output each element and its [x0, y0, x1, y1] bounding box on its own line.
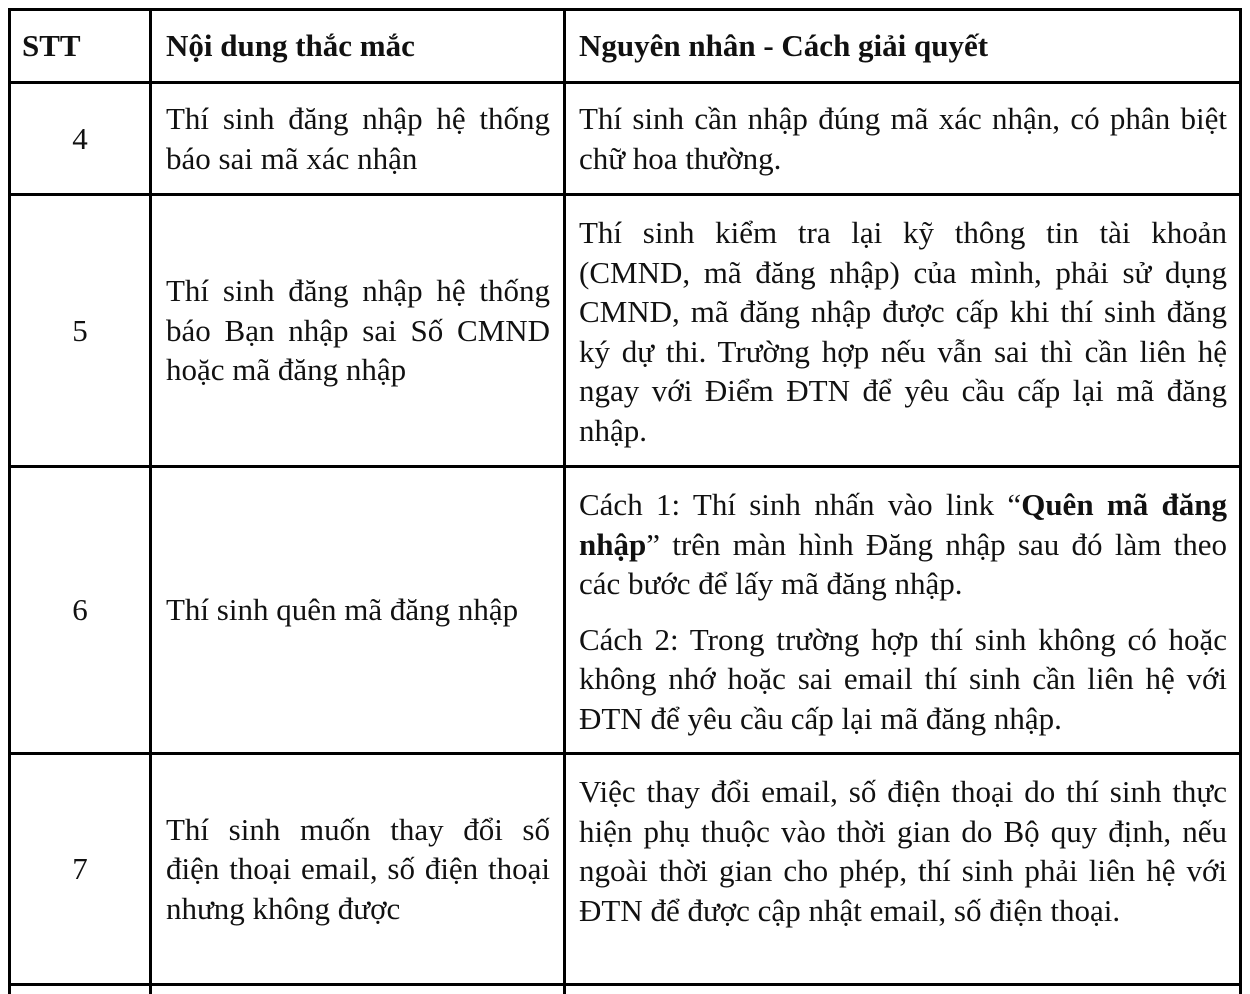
table-row-4-answer	[579, 99, 1227, 178]
question-text: Thí sinh đăng nhập hệ thống báo Bạn nhập sai Số CMND hoặc mã đăng nhập	[166, 273, 550, 388]
table-row-4-question	[166, 99, 550, 178]
table-row-6-stt	[11, 468, 149, 752]
row-divider-7	[8, 983, 1242, 986]
table-row-6-answer	[579, 485, 1227, 738]
table-row-5-answer	[579, 213, 1227, 450]
table-row-4-stt	[11, 84, 149, 193]
table-row-5-question	[166, 196, 550, 465]
answer-text: Thí sinh cần nhập đúng mã xác nhận, có phân biệt chữ hoa thường.	[579, 101, 1227, 176]
column-divider-1	[149, 8, 152, 994]
table-row-6-question	[166, 468, 556, 752]
header-answer	[579, 11, 1229, 81]
question-text: Thí sinh đăng nhập hệ thống báo sai mã xác nhận	[166, 101, 550, 176]
row-number: 6	[72, 592, 88, 628]
answer-way-1-prefix: Cách 1: Thí sinh nhấn vào link “	[579, 487, 1022, 522]
header-stt	[22, 11, 147, 81]
question-text: Thí sinh muốn thay đổi số điện thoại email, số điện thoại nhưng không được	[166, 811, 550, 926]
table-border-right	[1239, 8, 1242, 994]
forgot-login-link-text: Quên mã đăng nhập	[579, 487, 1227, 562]
row-divider-header	[8, 81, 1242, 84]
table-row-7-answer	[579, 772, 1227, 930]
table-row-7-stt	[11, 755, 149, 983]
header-stt-label: STT	[22, 28, 81, 64]
question-text: Thí sinh quên mã đăng nhập	[166, 592, 519, 628]
answer-way-2-text: Cách 2: Trong trường hợp thí sinh không có hoặc không nhớ hoặc sai email thí sinh cần liên hệ với ĐTN để yêu cầu cấp lại mã đăng nhập.	[579, 621, 1227, 736]
row-number: 5	[72, 312, 88, 348]
column-divider-2	[563, 8, 566, 994]
row-number: 7	[72, 851, 88, 887]
header-answer-label: Nguyên nhân - Cách giải quyết	[579, 28, 989, 64]
answer-way-1	[579, 485, 1227, 604]
row-number: 4	[72, 120, 88, 156]
answer-text: Thí sinh kiểm tra lại kỹ thông tin tài khoản (CMND, mã đăng nhập) của mình, phải sử dụng CMND, mã đăng nhập được cấp khi thí sinh đăng ký dự thi. Trường hợp nếu vẫn sai thì cần liên hệ ngay với Điểm ĐTN để yêu cầu cấp lại mã đăng nhập.	[579, 215, 1227, 448]
answer-way-1-suffix: ” trên màn hình Đăng nhập sau đó làm theo các bước để lấy mã đăng nhập.	[579, 526, 1227, 601]
answer-way-2	[579, 620, 1227, 739]
table-row-5-stt	[11, 196, 149, 465]
header-question	[166, 11, 556, 81]
header-question-label: Nội dung thắc mắc	[166, 28, 415, 64]
answer-text: Việc thay đổi email, số điện thoại do thí sinh thực hiện phụ thuộc vào thời gian do Bộ quy định, nếu ngoài thời gian cho phép, thí sinh phải liên hệ với ĐTN để được cập nhật email, số điện thoại.	[579, 774, 1227, 928]
table-row-7-question	[166, 755, 550, 983]
